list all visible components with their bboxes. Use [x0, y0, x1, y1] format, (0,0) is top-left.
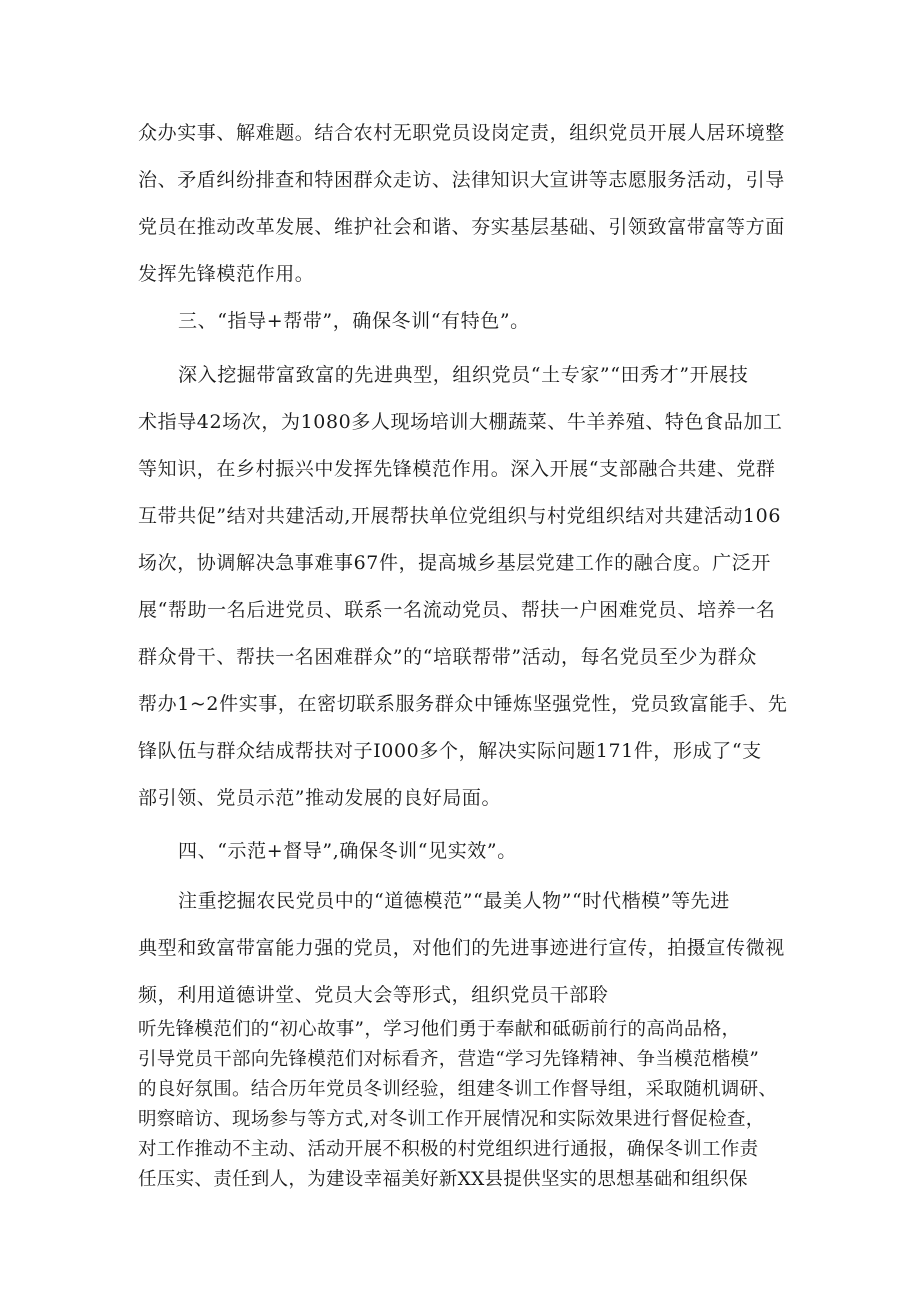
- paragraph-line: 深入挖掘带富致富的先进典型，组织党员“土专家”“田秀才”开展技: [178, 364, 749, 386]
- paragraph-line: 部引领、党员示范”推动发展的良好局面。: [138, 787, 502, 809]
- paragraph-line: 治、矛盾纠纷排查和特困群众走访、法律知识大宣讲等志愿服务活动，引导: [138, 169, 785, 191]
- paragraph-line: 对工作推动不主动、活动开展不积极的村党组织进行通报，确保冬训工作责: [138, 1139, 759, 1160]
- paragraph-line: 场次，协调解决急事难事67件，提高城乡基层党建工作的融合度。广泛开: [138, 552, 771, 574]
- paragraph-line: 等知识，在乡村振兴中发挥先锋模范作用。深入开展“支部融合共建、党群: [138, 458, 776, 480]
- paragraph-line: 的良好氛围。结合历年党员冬训经验，组建冬训工作督导组，采取随机调研、: [138, 1079, 778, 1100]
- paragraph-line: 注重挖掘农民党员中的“道德模范”“最美人物”“时代楷模”等先进: [178, 890, 730, 912]
- paragraph-line: 任压实、责任到人，为建设幸福美好新XX县提供坚实的思想基础和组织保: [138, 1169, 748, 1190]
- section-heading-4: 四、“示范+督导”,确保冬训“见实效”。: [178, 840, 517, 862]
- paragraph-line: 帮办1~2件实事，在密切联系服务群众中锤炼坚强党性，党员致富能手、先: [138, 693, 788, 715]
- paragraph-line: 听先锋模范们的“初心故事”，学习他们勇于奉献和砥砺前行的高尚品格，: [138, 1019, 741, 1040]
- paragraph-line: 明察暗访、现场参与等方式,对冬训工作开展情况和实际效果进行督促检查，: [138, 1109, 765, 1130]
- paragraph-line: 互带共促”结对共建活动,开展帮扶单位党组织与村党组织结对共建活动106: [138, 505, 782, 527]
- paragraph-line: 发挥先锋模范作用。: [138, 263, 315, 285]
- paragraph-line: 锋队伍与群众结成帮扶对子I000多个，解决实际问题171件，形成了“支: [138, 740, 762, 762]
- section-heading-3: 三、“指导+帮带”，确保冬训“有特色”。: [178, 310, 530, 332]
- paragraph-line: 引导党员干部向先锋模范们对标看齐，营造“学习先锋精神、争当模范楷模”: [138, 1049, 760, 1070]
- paragraph-line: 展“帮助一名后进党员、联系一名流动党员、帮扶一户困难党员、培养一名: [138, 599, 776, 621]
- paragraph-line: 术指导42场次，为1080多人现场培训大棚蔬菜、牛羊养殖、特色食品加工: [138, 411, 783, 433]
- paragraph-line: 群众骨干、帮扶一名困难群众”的“培联帮带”活动，每名党员至少为群众: [138, 646, 757, 668]
- paragraph-line: 众办实事、解难题。结合农村无职党员设岗定责，组织党员开展人居环境整: [138, 122, 785, 144]
- paragraph-line: 频，利用道德讲堂、党员大会等形式，组织党员干部聆: [138, 984, 609, 1006]
- paragraph-line: 党员在推动改革发展、维护社会和谐、夯实基层基础、引领致富带富等方面: [138, 216, 785, 238]
- paragraph-line: 典型和致富带富能力强的党员，对他们的先进事迹进行宣传，拍摄宣传微视: [138, 937, 785, 959]
